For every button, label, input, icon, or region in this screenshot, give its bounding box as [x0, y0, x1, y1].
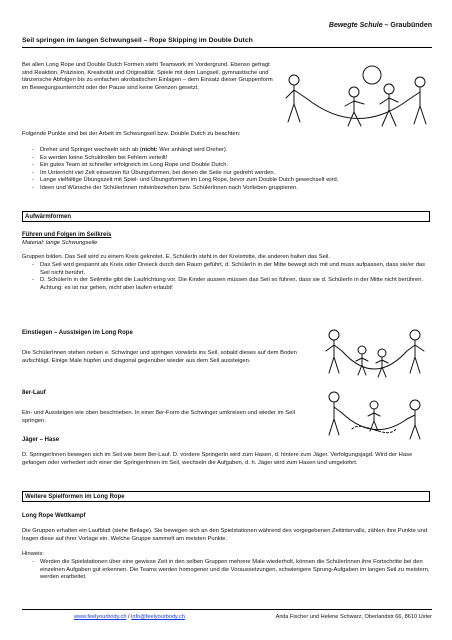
footer	[22, 614, 432, 620]
s5-list	[22, 559, 432, 582]
list-item: - Dreher und Springer wechseln sich ab (nicht: Wer anhängt wird Dreher).	[22, 147, 432, 155]
email-link[interactable]: info@feelyourbody.ch	[131, 614, 185, 620]
list-item: - Im Unterricht viel Zeit einsetzen für Übungsformen, bei denen die Seile nur gedreht werden.	[22, 170, 432, 178]
s3-text: Ein- und Aussteigen wie oben beschrieben. In einer 8er-Form die Schwinger umkreisen und wieder im Seil springen.	[22, 410, 295, 424]
s1-list	[22, 262, 432, 292]
s1-heading: Führen und Folgen im Seilkreis	[22, 232, 112, 238]
intro-paragraph: Bei allen Long Rope und Double Dutch Formen steht Teamwork im Vordergrund. Ebenso gefragt sind Reaktion, Präzision, Kreativität und Originalität. Spiele mit dem Langseil, gymnastische und tänzerische Abfolgen bis zu einfachen akrobatischen Einlagen – dem Einsatz dieser Gruppenform im Bewegungsunterricht oder der Pause sind keine Grenzen gesetzt.	[22, 62, 273, 91]
section-heading-more: Weitere Spielformen im Long Rope	[22, 491, 430, 502]
s5-heading: Long Rope Wettkampf	[22, 513, 86, 519]
footer-links: www.feelyourbody.ch / info@feelyourbody.ch	[74, 614, 185, 620]
illustration-long-rope	[282, 58, 432, 130]
brand-rest: – Graubünden	[382, 22, 432, 29]
list-item: - Das Seil wird gespannt als Kreis oder Dreieck durch den Raum geführt, d. SchülerIn in der Mitte bewegt sich mit und muss aufpassen, dass sie/er das Seil nicht berührt.	[22, 262, 432, 277]
footer-authors: Anita Fischer und Helene Schwarz, Oberlandstr 66, 8610 Uster	[275, 614, 432, 620]
list-item: - Werden die Spielstationen über eine gewisse Zeit in den selben Gruppen mehrere Male wiederholt, können die SchülerInnen ihre Fortschritte bei den einzelnen Aufgaben gut erkennen. Die Teams werden homogener und die Voraussetzungen, schwierigere Sprung-Aufgaben im langen Seil zu meistern, werden erarbeitet.	[22, 559, 432, 582]
title-divider	[22, 47, 432, 48]
footer-divider	[22, 609, 432, 610]
s5-hint: Hinweis:	[22, 551, 44, 557]
list-item: - Es werden keine Schuldrollen bei Fehlern verteilt!	[22, 155, 432, 163]
s4-text: D. SpringerInnen bewegen sich im Seil wie beim 8er-Lauf. D. vordere SpringerIn wird zum Hasen, d. hintere zum Jäger. Verfolgungsjagd. Wird der Hase gefangen oder verhedert sich einer der SpringerInnen im Seil, wechseln die Aufgaben, d. h. Jäger wird zum Hasen und umgekehrt.	[22, 452, 413, 466]
illustration-figure-eight	[322, 385, 430, 443]
s4-heading: Jäger – Hase	[22, 437, 60, 443]
illustration-entering	[322, 325, 430, 383]
points-lead: Folgende Punkte sind bei der Arbeit im Schwungseil bzw. Double Dutch zu beachten:	[22, 131, 241, 137]
s2-text: Die SchülerInnen stehen neben e. Schwinger und springen vorwärts ins Seil, sobald dieses auf dem Boden aufschlägt. Einige Male hüpfen und diagonal gegenüber wieder aus dem Seil aussteigen.	[22, 350, 297, 364]
s2-heading: Einstiegen – Aussteigen im Long Rope	[22, 330, 133, 336]
list-item: - Ein gutes Team ist schneller erfolgreich im Long Rope und Double Dutch.	[22, 162, 432, 170]
list-item: - D. SchülerIn in der Seilmitte gibt die Laufrichtung vor. Die Kinder aussen müssen das Seil so führen, dass sie d. SchülerIn in der Mitte nicht berühren. Achtung: es ist nur gehen, nicht aber laufen erlaubt!	[22, 277, 432, 292]
list-item: - Ideen und Wünsche der SchülerInnen miteinbeziehen bzw. SchülerInnen nach Vorlieben gruppieren.	[22, 185, 432, 193]
website-link[interactable]: www.feelyourbody.ch	[74, 614, 127, 620]
points-list	[22, 147, 432, 193]
s3-heading: 8er-Lauf	[22, 390, 46, 396]
s1-material: Material: lange Schwungseile	[22, 240, 98, 246]
page-title: Seil springen im langen Schwungseil – Rope Skipping im Double Dutch	[22, 37, 253, 44]
list-item: - Lange vielfältige Übungszeit mit Spiel- und Übungsformen im Long Rope, bevor zum Double Dutch gewechselt wird.	[22, 177, 432, 185]
brand-italic: Bewegte Schule	[328, 22, 383, 29]
header-brand	[302, 22, 432, 29]
s1-text: Gruppen bilden. Das Seil wird zu einem Kreis geknotet. E. SchülerIn steht in der Kreismitte, die anderen halten das Seil.	[22, 254, 331, 260]
s5-text: Die Gruppen erhalten ein Laufblatt (siehe Beilage). Sie bewegen sich an den Spielstationen während des vorgegebenen Zeitintervalls, zählen ihre Punkte und tragen diese auf ihrer Vorlage ein. Welche Gruppe sammelt am meisten Punkte.	[22, 528, 428, 542]
section-heading-warmup: Aufwärmformen	[22, 211, 430, 222]
